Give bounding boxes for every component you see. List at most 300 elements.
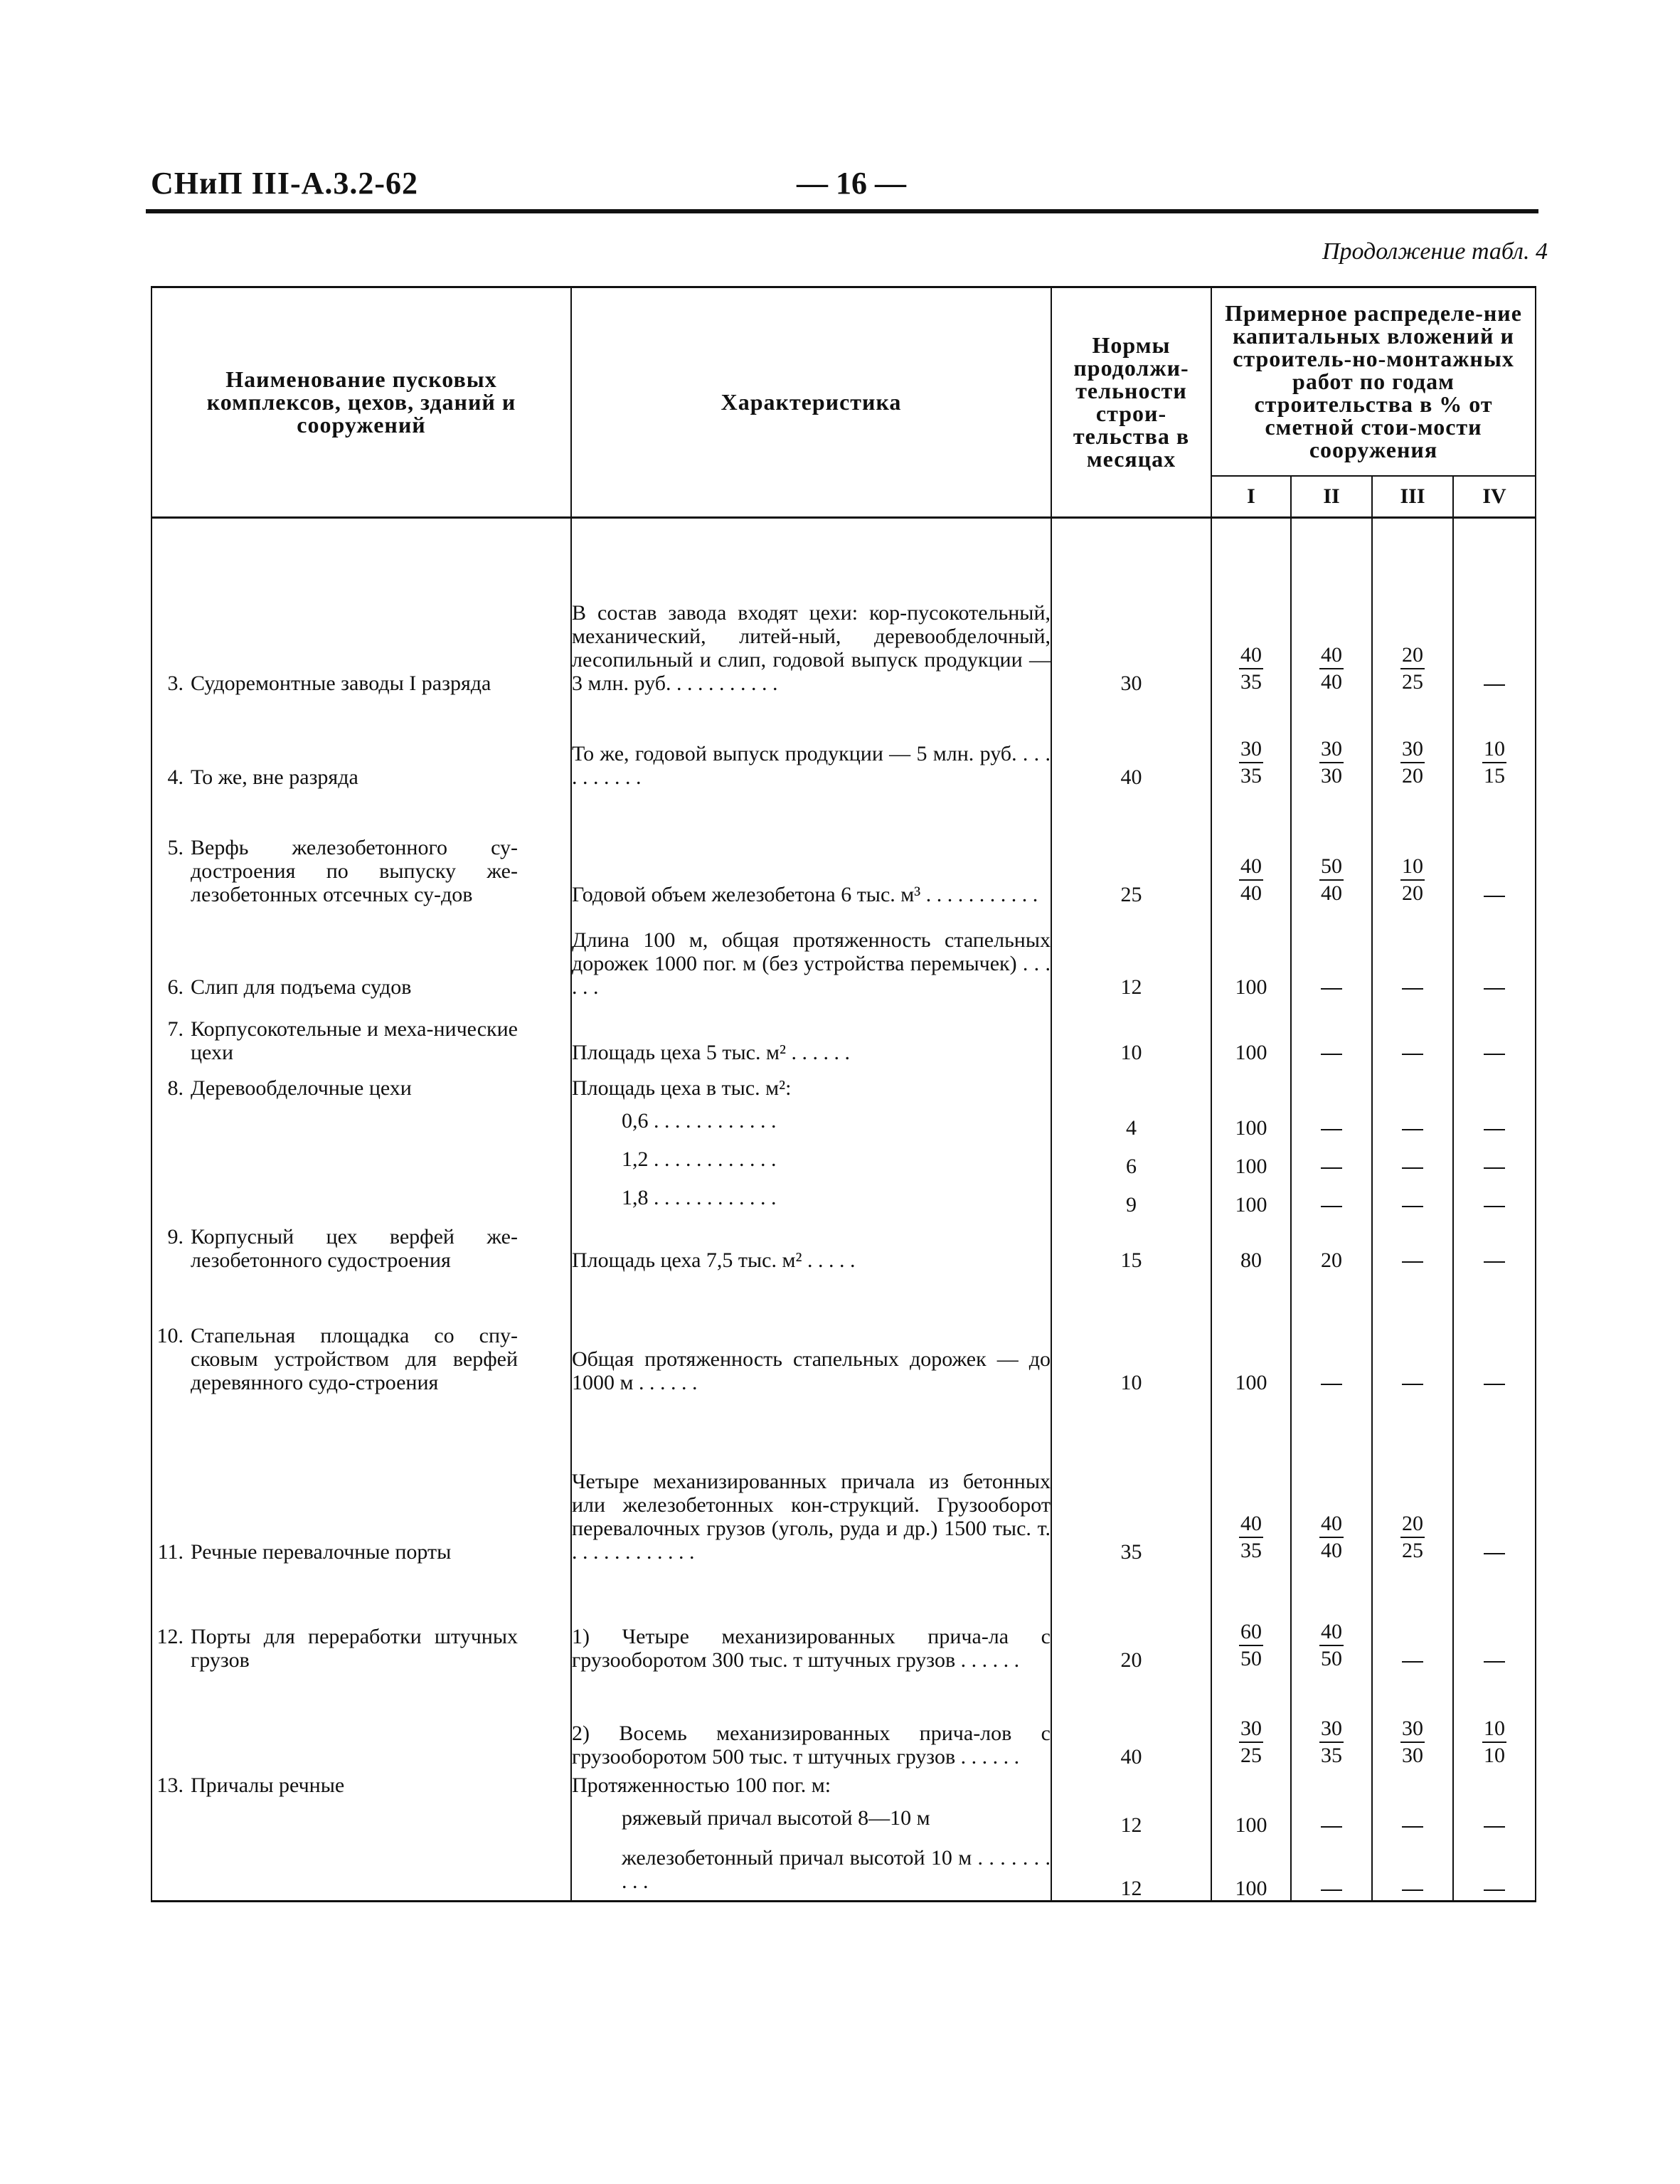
fraction-bottom: 25 <box>1402 1539 1423 1562</box>
characteristic-subitem: 0,6 . . . . . . . . . . . . <box>622 1109 777 1133</box>
value-cell <box>1291 1394 1372 1564</box>
norm-cell <box>1051 517 1211 695</box>
fraction-value <box>1319 1716 1344 1769</box>
fraction-top: 10 <box>1482 736 1506 763</box>
value-cell <box>1211 906 1291 999</box>
table-row <box>151 1272 1536 1394</box>
value-cell <box>1291 695 1372 789</box>
value-cell <box>1453 906 1536 999</box>
characteristic-cell <box>571 1837 1051 1901</box>
value-cell <box>1453 1564 1536 1672</box>
fraction-bottom: 30 <box>1402 1744 1423 1767</box>
dash <box>1484 1054 1505 1055</box>
norm-cell <box>1051 1140 1211 1178</box>
table-row <box>151 789 1536 906</box>
fraction-value <box>1239 854 1263 906</box>
characteristic-cell <box>571 789 1051 906</box>
fraction-bottom: 20 <box>1402 764 1423 788</box>
value: 100 <box>1235 1193 1267 1216</box>
fraction-top: 40 <box>1239 642 1263 669</box>
characteristic-text: Четыре механизированных причала из бетонных или железобетонных кон-струкций. Грузооборот перевалочных грузов (уголь, руда и др.) 1500 тыс. т. . . . . . . . . . . . . <box>572 1470 1051 1564</box>
value-cell <box>1372 1564 1453 1672</box>
value-cell <box>1291 1672 1372 1769</box>
norm-cell <box>1051 1178 1211 1216</box>
value-cell <box>1291 1064 1372 1100</box>
norm-value: 10 <box>1120 1041 1142 1064</box>
norm-cell <box>1051 1064 1211 1100</box>
name-cell <box>151 1100 571 1140</box>
fraction-top: 30 <box>1400 736 1425 763</box>
value-cell <box>1453 1769 1536 1797</box>
dash <box>1484 896 1505 897</box>
fraction-top: 20 <box>1400 642 1425 669</box>
value-cell <box>1453 1140 1536 1178</box>
fraction-value <box>1239 1619 1263 1672</box>
dash <box>1402 1889 1423 1891</box>
characteristic-cell <box>571 1564 1051 1672</box>
table-row <box>151 1140 1536 1178</box>
fraction-value <box>1400 854 1425 906</box>
characteristic-text: Годовой объем железобетона 6 тыс. м³ . . . . . . . . . . . <box>572 883 1038 906</box>
norm-value: 30 <box>1120 672 1142 695</box>
item-name: Корпусокотельные и меха-нические цехи <box>191 1017 518 1064</box>
fraction-value <box>1239 1716 1263 1769</box>
table-row <box>151 1837 1536 1901</box>
fraction-value <box>1319 1619 1344 1672</box>
fraction-value <box>1319 736 1344 789</box>
norm-cell <box>1051 1564 1211 1672</box>
fraction-value <box>1482 1716 1506 1769</box>
dash <box>1402 1384 1423 1385</box>
dash <box>1402 1206 1423 1207</box>
value-cell <box>1291 999 1372 1064</box>
value-cell <box>1372 1672 1453 1769</box>
table-continuation-label: Продолжение табл. 4 <box>1322 238 1548 265</box>
table-row <box>151 1064 1536 1100</box>
norm-cell <box>1051 1394 1211 1564</box>
value: 80 <box>1240 1249 1262 1272</box>
norm-cell <box>1051 1100 1211 1140</box>
fraction-top: 40 <box>1319 642 1344 669</box>
item-number: 12. <box>156 1625 184 1648</box>
characteristic-text: То же, годовой выпуск продукции — 5 млн. руб. . . . . . . . . . . <box>572 742 1051 789</box>
value-cell <box>1211 1672 1291 1769</box>
year-ii-header: II <box>1291 476 1372 518</box>
value-cell <box>1291 1564 1372 1672</box>
fraction-value <box>1319 1511 1344 1564</box>
value-cell <box>1453 1837 1536 1901</box>
table-row <box>151 517 1536 695</box>
fraction-bottom: 30 <box>1321 764 1342 788</box>
dash <box>1321 1129 1342 1130</box>
fraction-value <box>1400 1511 1425 1564</box>
value-cell <box>1291 1216 1372 1272</box>
fraction-bottom: 20 <box>1402 881 1423 905</box>
fraction-top: 20 <box>1400 1511 1425 1538</box>
dash <box>1484 1206 1505 1207</box>
value-cell <box>1291 1797 1372 1837</box>
fraction-value <box>1400 1716 1425 1769</box>
col-name-header: Наименование пусковых комплексов, цехов, зданий и сооружений <box>151 287 571 518</box>
item-name: Судоремонтные заводы I разряда <box>191 672 491 695</box>
fraction-bottom: 35 <box>1240 670 1262 694</box>
dash <box>1402 1826 1423 1828</box>
dash <box>1484 1384 1505 1385</box>
item-name: Корпусный цех верфей же-лезобетонного судостроения <box>191 1225 518 1272</box>
item-number: 10. <box>156 1324 184 1347</box>
value-cell <box>1453 1216 1536 1272</box>
characteristic-cell <box>571 999 1051 1064</box>
item-number: 6. <box>167 975 184 999</box>
norm-cell <box>1051 789 1211 906</box>
name-cell <box>151 789 571 906</box>
characteristic-text: Протяженностью 100 пог. м: <box>572 1774 831 1797</box>
dash <box>1321 1384 1342 1385</box>
fraction-value <box>1400 642 1425 695</box>
value-cell <box>1211 1797 1291 1837</box>
characteristic-text: 2) Восемь механизированных прича-лов с грузооборотом 500 тыс. т штучных грузов . . . . . . <box>572 1722 1051 1769</box>
dash <box>1321 1206 1342 1207</box>
dash <box>1484 988 1505 990</box>
value-cell <box>1453 1394 1536 1564</box>
fraction-bottom: 25 <box>1240 1744 1262 1767</box>
characteristic-text: Площадь цеха 5 тыс. м² . . . . . . <box>572 1041 850 1064</box>
norm-value: 12 <box>1120 975 1142 999</box>
item-number: 11. <box>157 1540 184 1564</box>
norm-value: 35 <box>1120 1540 1142 1564</box>
value-cell <box>1372 1769 1453 1797</box>
value-cell <box>1372 1100 1453 1140</box>
value-cell <box>1453 789 1536 906</box>
construction-norms-table <box>151 286 1536 1902</box>
value-cell <box>1211 695 1291 789</box>
characteristic-cell <box>571 517 1051 695</box>
table-row <box>151 1394 1536 1564</box>
norm-cell <box>1051 1769 1211 1797</box>
fraction-bottom: 40 <box>1321 1539 1342 1562</box>
value-cell <box>1211 517 1291 695</box>
norm-cell <box>1051 1216 1211 1272</box>
item-name: Стапельная площадка со спу-сковым устройством для верфей деревянного судо-строения <box>191 1324 518 1394</box>
value-cell <box>1291 1100 1372 1140</box>
value-cell <box>1372 517 1453 695</box>
value: 100 <box>1235 1155 1267 1178</box>
fraction-top: 30 <box>1239 736 1263 763</box>
col-characteristic-header: Характеристика <box>571 287 1051 518</box>
norm-cell <box>1051 1837 1211 1901</box>
value-cell <box>1291 1769 1372 1797</box>
characteristic-text: Общая протяженность стапельных дорожек — до 1000 м . . . . . . <box>572 1347 1051 1394</box>
characteristic-subitem: ряжевый причал высотой 8—10 м <box>622 1806 930 1830</box>
header-rule <box>146 209 1538 213</box>
norm-value: 6 <box>1126 1155 1137 1178</box>
value-cell <box>1211 1837 1291 1901</box>
document-code: СНиП III-А.3.2-62 <box>151 166 419 201</box>
fraction-top: 40 <box>1319 1511 1344 1538</box>
characteristic-cell <box>571 1272 1051 1394</box>
table-row <box>151 1672 1536 1769</box>
name-cell <box>151 1837 571 1901</box>
fraction-top: 10 <box>1482 1716 1506 1743</box>
item-name: Верфь железобетонного су-достроения по выпуску же-лезобетонных отсечных су-дов <box>191 836 518 906</box>
characteristic-cell <box>571 1672 1051 1769</box>
characteristic-text: Площадь цеха в тыс. м²: <box>572 1076 792 1100</box>
value-cell <box>1372 1797 1453 1837</box>
value-cell <box>1372 999 1453 1064</box>
characteristic-cell <box>571 1769 1051 1797</box>
value-cell <box>1372 1216 1453 1272</box>
year-i-header: I <box>1211 476 1291 518</box>
value-cell <box>1372 1064 1453 1100</box>
table-row <box>151 1100 1536 1140</box>
fraction-top: 30 <box>1319 736 1344 763</box>
value-cell <box>1372 1140 1453 1178</box>
dash <box>1321 988 1342 990</box>
value-cell <box>1453 1797 1536 1837</box>
dash <box>1402 988 1423 990</box>
norm-value: 9 <box>1126 1193 1137 1216</box>
characteristic-cell <box>571 1100 1051 1140</box>
value: 100 <box>1235 1371 1267 1394</box>
characteristic-text: Площадь цеха 7,5 тыс. м² . . . . . <box>572 1249 856 1272</box>
item-name: Причалы речные <box>191 1774 345 1797</box>
value-cell <box>1372 906 1453 999</box>
norm-cell <box>1051 1672 1211 1769</box>
dash <box>1321 1054 1342 1055</box>
value-cell <box>1211 1564 1291 1672</box>
value: 100 <box>1235 1116 1267 1140</box>
characteristic-cell <box>571 1216 1051 1272</box>
value-cell <box>1453 1064 1536 1100</box>
fraction-top: 30 <box>1239 1716 1263 1743</box>
norm-cell <box>1051 999 1211 1064</box>
characteristic-subitem: 1,2 . . . . . . . . . . . . <box>622 1147 777 1171</box>
fraction-value <box>1319 642 1344 695</box>
fraction-top: 60 <box>1239 1619 1263 1646</box>
norm-value: 40 <box>1120 765 1142 789</box>
value: 100 <box>1235 1876 1267 1900</box>
fraction-value <box>1239 1511 1263 1564</box>
value-cell <box>1453 1178 1536 1216</box>
fraction-bottom: 10 <box>1484 1744 1505 1767</box>
fraction-top: 50 <box>1319 854 1344 881</box>
value-cell <box>1291 1272 1372 1394</box>
norm-cell <box>1051 1272 1211 1394</box>
value-cell <box>1372 1178 1453 1216</box>
fraction-top: 30 <box>1319 1716 1344 1743</box>
fraction-bottom: 50 <box>1321 1647 1342 1670</box>
value-cell <box>1453 1672 1536 1769</box>
item-number: 3. <box>167 672 184 695</box>
item-name: Слип для подъема судов <box>191 975 412 999</box>
fraction-value <box>1239 736 1263 789</box>
name-cell <box>151 1672 571 1769</box>
value-cell <box>1453 1272 1536 1394</box>
fraction-top: 40 <box>1239 1511 1263 1538</box>
fraction-top: 30 <box>1400 1716 1425 1743</box>
name-cell <box>151 1394 571 1564</box>
col-norms-header: Нормы продолжи-тельности строи-тельства в месяцах <box>1051 287 1211 518</box>
norm-value: 40 <box>1120 1745 1142 1769</box>
value-cell <box>1211 1140 1291 1178</box>
norm-value: 15 <box>1120 1249 1142 1272</box>
name-cell <box>151 1769 571 1797</box>
value-cell <box>1211 1100 1291 1140</box>
table-row <box>151 1769 1536 1797</box>
characteristic-text: 1) Четыре механизированных прича-ла с грузооборотом 300 тыс. т штучных грузов . . . . . . <box>572 1625 1051 1672</box>
value-cell <box>1291 1140 1372 1178</box>
dash <box>1484 684 1505 686</box>
dash <box>1484 1826 1505 1828</box>
dash <box>1402 1661 1423 1663</box>
fraction-bottom: 35 <box>1240 764 1262 788</box>
name-cell <box>151 1272 571 1394</box>
dash <box>1402 1054 1423 1055</box>
fraction-value <box>1482 736 1506 789</box>
item-number: 9. <box>167 1225 184 1249</box>
item-number: 8. <box>167 1076 184 1100</box>
dash <box>1484 1129 1505 1130</box>
value-cell <box>1211 1394 1291 1564</box>
value-cell <box>1211 999 1291 1064</box>
value-cell <box>1372 1394 1453 1564</box>
year-iii-header: III <box>1372 476 1453 518</box>
norm-value: 4 <box>1126 1116 1137 1140</box>
name-cell <box>151 1178 571 1216</box>
dash <box>1321 1889 1342 1891</box>
name-cell <box>151 1216 571 1272</box>
name-cell <box>151 999 571 1064</box>
dash <box>1484 1661 1505 1663</box>
value-cell <box>1291 517 1372 695</box>
value-cell <box>1453 695 1536 789</box>
value-cell <box>1291 1837 1372 1901</box>
table-row <box>151 999 1536 1064</box>
norm-value: 12 <box>1120 1813 1142 1837</box>
fraction-bottom: 40 <box>1240 881 1262 905</box>
dash <box>1321 1826 1342 1828</box>
name-cell <box>151 1064 571 1100</box>
table-row <box>151 1178 1536 1216</box>
col-distribution-header: Примерное распределе-ние капитальных вложений и строитель-но-монтажных работ по годам строительства в % от сметной стои-мости сооружения <box>1211 287 1536 476</box>
value-cell <box>1291 789 1372 906</box>
value-cell <box>1372 789 1453 906</box>
characteristic-cell <box>571 1140 1051 1178</box>
name-cell <box>151 517 571 695</box>
fraction-top: 40 <box>1319 1619 1344 1646</box>
name-cell <box>151 1797 571 1837</box>
item-number: 7. <box>167 1017 184 1041</box>
table-row <box>151 695 1536 789</box>
value-cell <box>1372 695 1453 789</box>
item-number: 5. <box>167 836 184 859</box>
value-cell <box>1291 1178 1372 1216</box>
fraction-top: 10 <box>1400 854 1425 881</box>
norm-cell <box>1051 906 1211 999</box>
value-cell <box>1453 1100 1536 1140</box>
name-cell <box>151 1140 571 1178</box>
table-row <box>151 906 1536 999</box>
value-cell <box>1211 1064 1291 1100</box>
norm-value: 20 <box>1120 1648 1142 1672</box>
characteristic-cell <box>571 1394 1051 1564</box>
fraction-top: 40 <box>1239 854 1263 881</box>
value-cell <box>1211 1769 1291 1797</box>
characteristic-cell <box>571 1178 1051 1216</box>
dash <box>1402 1129 1423 1130</box>
characteristic-cell <box>571 906 1051 999</box>
value-cell <box>1211 1178 1291 1216</box>
dash <box>1484 1261 1505 1263</box>
norm-value: 12 <box>1120 1876 1142 1900</box>
value: 20 <box>1321 1249 1342 1272</box>
value: 100 <box>1235 975 1267 999</box>
value-cell <box>1291 906 1372 999</box>
name-cell <box>151 1564 571 1672</box>
item-number: 13. <box>156 1774 184 1797</box>
characteristic-cell <box>571 1797 1051 1837</box>
value-cell <box>1372 1272 1453 1394</box>
year-iv-header: IV <box>1453 476 1536 518</box>
item-name: То же, вне разряда <box>191 765 358 789</box>
dash <box>1484 1889 1505 1891</box>
characteristic-subitem: 1,8 . . . . . . . . . . . . <box>622 1186 777 1209</box>
value-cell <box>1372 1837 1453 1901</box>
value: 100 <box>1235 1041 1267 1064</box>
characteristic-cell <box>571 1064 1051 1100</box>
characteristic-subitem: железобетонный причал высотой 10 м . . . . . . . . . . <box>622 1845 1051 1893</box>
item-name: Деревообделочные цехи <box>191 1076 412 1100</box>
item-name: Речные перевалочные порты <box>191 1540 452 1564</box>
norm-cell <box>1051 1797 1211 1837</box>
fraction-value <box>1400 736 1425 789</box>
table-row <box>151 1216 1536 1272</box>
name-cell <box>151 695 571 789</box>
fraction-value <box>1319 854 1344 906</box>
value-cell <box>1453 999 1536 1064</box>
dash <box>1484 1167 1505 1169</box>
dash <box>1484 1553 1505 1554</box>
item-number: 4. <box>167 765 184 789</box>
value-cell <box>1453 517 1536 695</box>
dash <box>1402 1261 1423 1263</box>
value-cell <box>1211 1272 1291 1394</box>
characteristic-cell <box>571 695 1051 789</box>
value: 100 <box>1235 1813 1267 1837</box>
page-number: — 16 — <box>797 166 906 201</box>
table-row <box>151 1564 1536 1672</box>
characteristic-text: Длина 100 м, общая протяженность стапельных дорожек 1000 пог. м (без устройства перемычек) . . . . . . <box>572 928 1051 999</box>
norm-value: 10 <box>1120 1371 1142 1394</box>
norm-cell <box>1051 695 1211 789</box>
fraction-bottom: 15 <box>1484 764 1505 788</box>
dash <box>1402 1167 1423 1169</box>
name-cell <box>151 906 571 999</box>
value-cell <box>1211 789 1291 906</box>
fraction-bottom: 50 <box>1240 1647 1262 1670</box>
value-cell <box>1211 1216 1291 1272</box>
table-row <box>151 1797 1536 1837</box>
fraction-value <box>1239 642 1263 695</box>
fraction-bottom: 35 <box>1240 1539 1262 1562</box>
fraction-bottom: 35 <box>1321 1744 1342 1767</box>
fraction-bottom: 40 <box>1321 881 1342 905</box>
characteristic-text: В состав завода входят цехи: кор-пусокотельный, механический, литей-ный, деревообделочный, лесопильный и слип, годовой выпуск продукции — 3 млн. руб. . . . . . . . . . . <box>572 601 1051 695</box>
dash <box>1321 1167 1342 1169</box>
norm-value: 25 <box>1120 883 1142 906</box>
fraction-bottom: 40 <box>1321 670 1342 694</box>
item-name: Порты для переработки штучных грузов <box>191 1625 518 1672</box>
